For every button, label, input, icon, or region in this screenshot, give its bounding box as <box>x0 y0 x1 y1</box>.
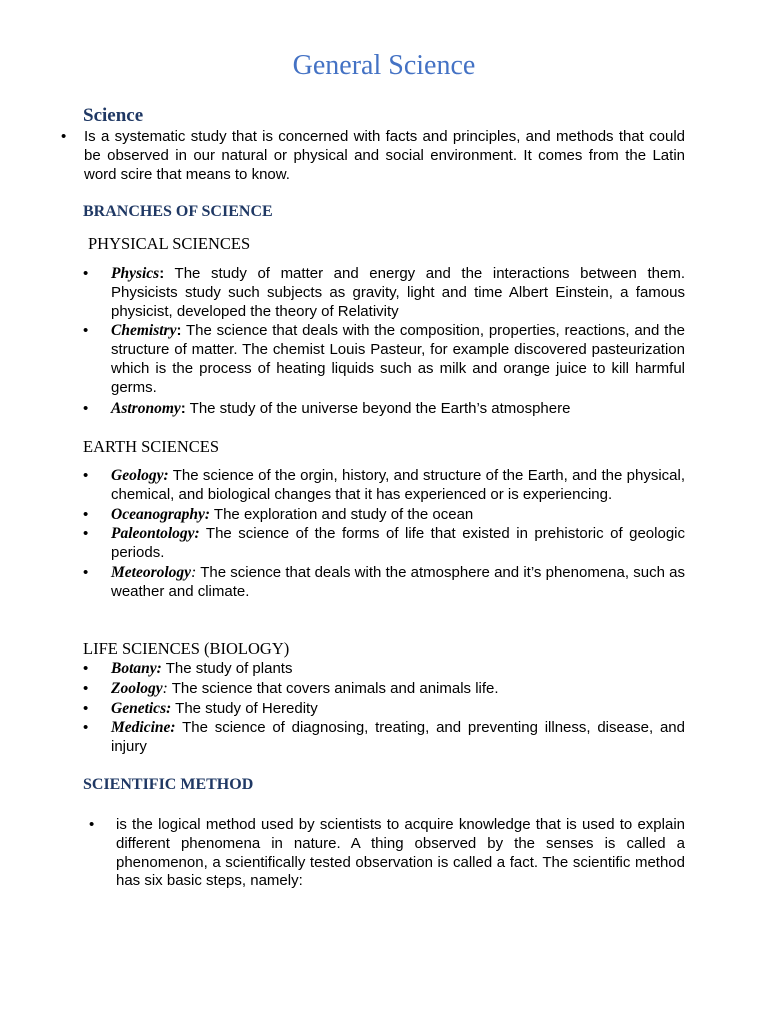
list-item <box>83 265 685 321</box>
scientific-method-heading: SCIENTIFIC METHOD <box>83 776 254 793</box>
term-separator: : <box>176 322 182 340</box>
bullet-icon: • <box>83 719 89 737</box>
definition-oceanography: The exploration and study of the ocean <box>210 505 474 523</box>
earth-sciences-list <box>83 467 685 602</box>
list-item <box>83 505 685 525</box>
list-item <box>61 128 685 184</box>
scientific-method-text: is the logical method used by scientists to acquire knowledge that is used to explain different phenomena in nature. A thing observed by the senses is called a phenomenon, a scientifically tested observation is called a fact. The scientific method has six basic steps, namely: <box>116 816 685 890</box>
bullet-icon: • <box>83 699 89 717</box>
term-astronomy: Astronomy <box>111 399 181 417</box>
definition-chemistry: The science that deals with the composition, properties, reactions, and the structure of matter. The chemist Louis Pasteur, for example discovered pasteurization which is the process of heating liquids such as milk and orange juice to kill harmful germs. <box>111 322 685 396</box>
definition-genetics: The study of Heredity <box>171 699 318 717</box>
term-meteorology: Meteorology <box>111 563 192 581</box>
term-paleontology: Paleontology: <box>111 525 200 543</box>
definition-physics: The study of matter and energy and the interactions between them. Physicists study such subjects as gravity, light and time Albert Einstein, a famous physicist, developed the theory of Relativity <box>111 265 685 320</box>
term-separator: : <box>180 399 186 417</box>
list-item <box>83 525 685 563</box>
term-separator: : <box>159 265 165 282</box>
list-item <box>83 399 685 419</box>
bullet-icon: • <box>83 467 89 484</box>
definition-zoology: The science that covers animals and animals life. <box>167 679 499 697</box>
bullet-icon: • <box>83 525 89 543</box>
scientific-method-list <box>89 816 685 891</box>
term-chemistry: Chemistry <box>111 322 177 340</box>
bullet-icon: • <box>89 816 95 833</box>
definition-astronomy: The study of the universe beyond the Earth’s atmosphere <box>185 399 571 417</box>
term-separator: : <box>162 679 168 697</box>
term-oceanography: Oceanography: <box>111 505 211 523</box>
list-item <box>83 322 685 397</box>
bullet-icon: • <box>83 660 89 677</box>
definition-paleontology: The science of the forms of life that existed in prehistoric of geologic periods. <box>111 525 685 562</box>
list-item <box>83 467 685 505</box>
list-item <box>83 679 685 699</box>
term-botany: Botany: <box>111 660 162 677</box>
term-physics: Physics <box>111 265 160 282</box>
definition-geology: The science of the orgin, history, and structure of the Earth, and the physical, chemical, and biological changes that it has experienced or is experiencing. <box>111 467 685 503</box>
bullet-icon: • <box>83 563 89 581</box>
physical-sciences-heading: PHYSICAL SCIENCES <box>88 234 251 253</box>
term-medicine: Medicine: <box>111 719 176 737</box>
term-genetics: Genetics: <box>111 699 172 717</box>
page-title: General Science <box>292 50 476 81</box>
list-item <box>83 660 685 679</box>
term-zoology: Zoology <box>111 679 163 697</box>
bullet-icon: • <box>83 399 89 417</box>
bullet-icon: • <box>83 265 89 282</box>
earth-sciences-heading: EARTH SCIENCES <box>83 437 220 456</box>
life-sciences-list <box>83 660 685 757</box>
bullet-icon: • <box>61 128 67 145</box>
bullet-icon: • <box>83 322 89 340</box>
branches-heading: BRANCHES OF SCIENCE <box>83 203 273 220</box>
list-item <box>83 719 685 757</box>
list-item <box>83 699 685 719</box>
definition-botany: The study of plants <box>161 660 293 677</box>
science-definition: Is a systematic study that is concerned with facts and principles, and methods that could be observed in our natural or physical and social environment. It comes from the Latin word scire that means to know. <box>84 128 685 183</box>
physical-sciences-list <box>83 265 685 418</box>
science-heading: Science <box>83 105 144 126</box>
definition-medicine: The science of diagnosing, treating, and preventing illness, disease, and injury <box>111 719 685 756</box>
list-item <box>89 816 685 891</box>
life-sciences-heading: LIFE SCIENCES (BIOLOGY) <box>83 639 290 658</box>
bullet-icon: • <box>83 505 89 523</box>
term-geology: Geology: <box>111 467 169 484</box>
term-separator: : <box>191 563 197 581</box>
definition-meteorology: The science that deals with the atmosphere and it’s phenomena, such as weather and climate. <box>111 563 685 600</box>
bullet-icon: • <box>83 679 89 697</box>
science-definition-list <box>61 128 685 184</box>
list-item <box>83 563 685 602</box>
